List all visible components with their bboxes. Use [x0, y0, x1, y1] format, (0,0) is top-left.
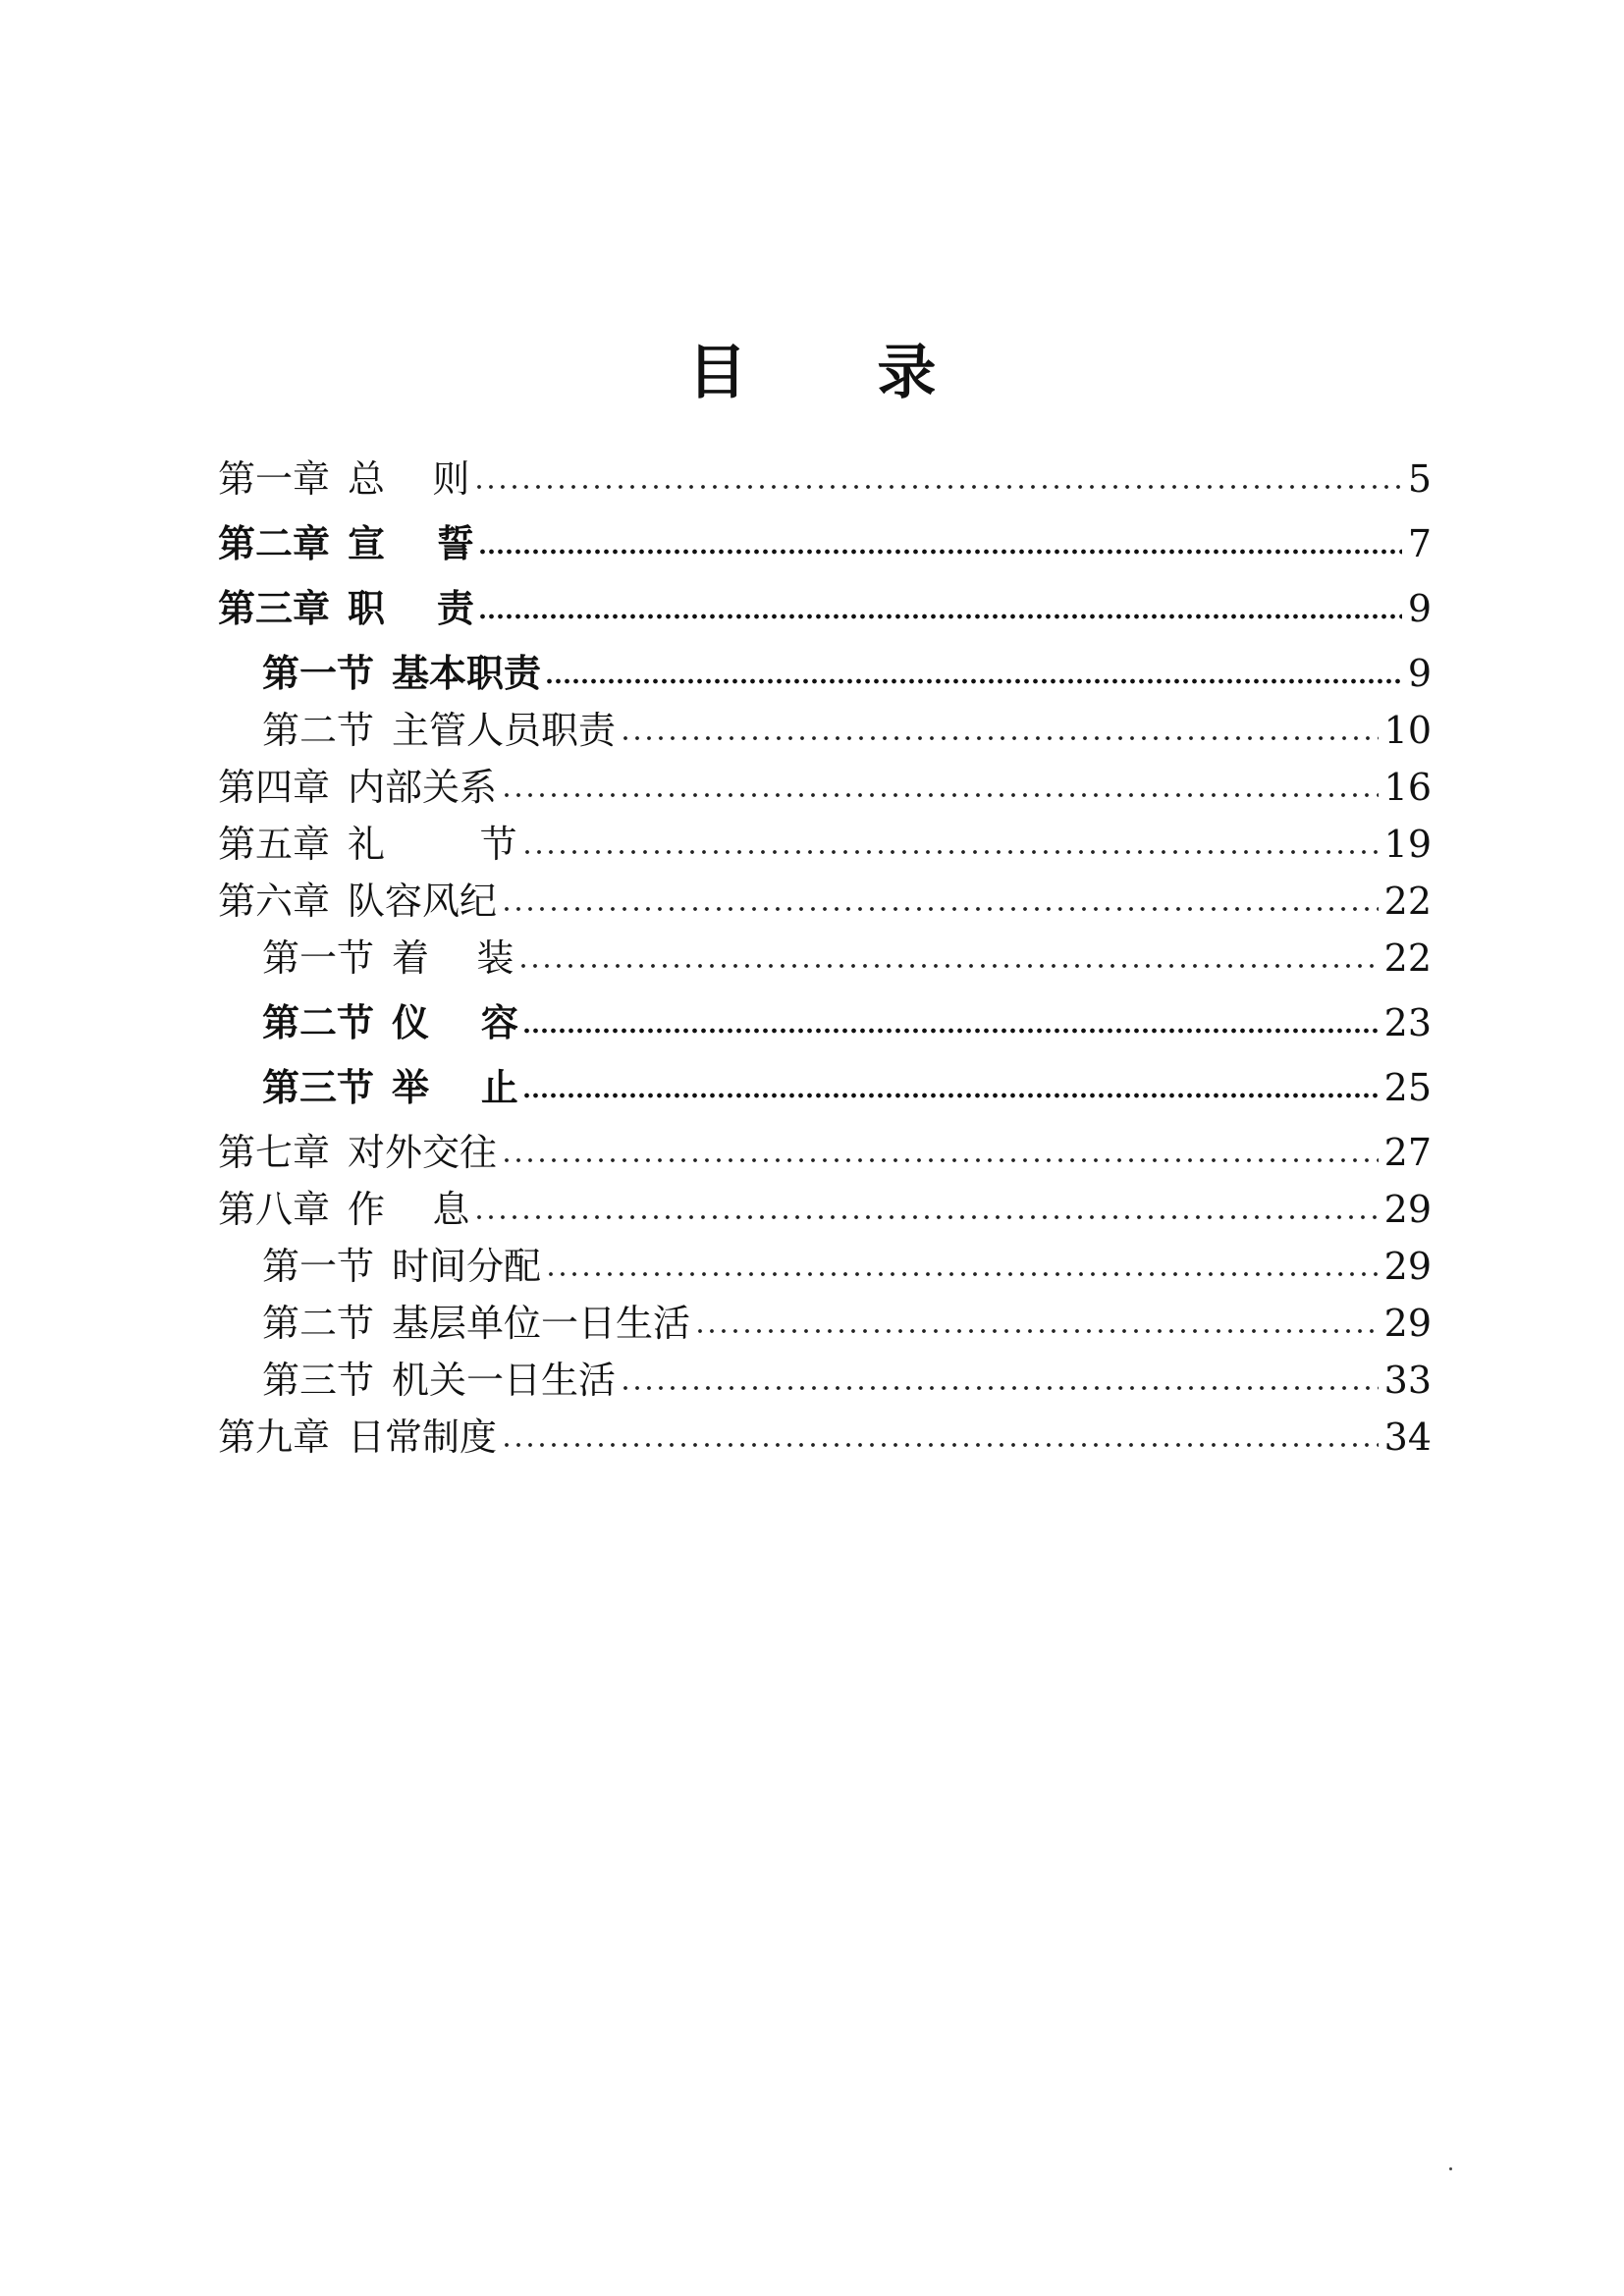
toc-page-number: 22 — [1383, 880, 1432, 923]
toc-dot-leader — [517, 962, 1378, 970]
toc-section-entry[interactable] — [262, 648, 1432, 699]
toc-page-number: 33 — [1383, 1359, 1432, 1402]
toc-entry-number: 第二节 — [262, 709, 375, 752]
toc-entry-title: 对外交往 — [348, 1131, 498, 1174]
toc-chapter-entry[interactable] — [218, 1184, 1432, 1235]
toc-entry-title: 内部关系 — [348, 766, 498, 809]
toc-entry-title: 礼 节 — [348, 823, 517, 866]
toc-entry-number: 第三章 — [218, 587, 331, 630]
toc-page-number: 29 — [1383, 1188, 1432, 1231]
toc-dot-leader — [545, 1270, 1379, 1278]
toc-entry-title: 宣 誓 — [348, 522, 474, 565]
toc-entry-number: 第一节 — [262, 1245, 375, 1288]
toc-chapter-entry[interactable] — [218, 1412, 1432, 1463]
toc-page-number: 25 — [1383, 1066, 1432, 1109]
toc-entry-title: 着 装 — [392, 936, 514, 980]
toc-entry-title: 举 止 — [392, 1066, 518, 1109]
toc-entry-number: 第一节 — [262, 652, 375, 695]
toc-entry-title: 职 责 — [348, 587, 474, 630]
toc-dot-leader — [473, 483, 1401, 491]
toc-page-number: 5 — [1407, 457, 1432, 501]
toc-chapter-entry[interactable] — [218, 583, 1432, 634]
toc-section-entry[interactable] — [262, 933, 1432, 984]
toc-entry-number: 第二节 — [262, 1302, 375, 1345]
toc-page-number: 16 — [1383, 766, 1432, 809]
toc-page-number: 10 — [1383, 709, 1432, 752]
toc-entry-title: 主管人员职责 — [392, 709, 617, 752]
toc-page-number: 7 — [1407, 522, 1432, 565]
toc-chapter-entry[interactable] — [218, 819, 1432, 870]
toc-section-entry[interactable] — [262, 997, 1432, 1048]
toc-entry-number: 第八章 — [218, 1188, 331, 1231]
toc-section-entry[interactable] — [262, 705, 1432, 756]
toc-section-entry[interactable] — [262, 1241, 1432, 1292]
toc-page-number: 9 — [1407, 587, 1432, 630]
toc-chapter-entry[interactable] — [218, 876, 1432, 927]
toc-dot-leader — [620, 734, 1379, 742]
toc-dot-leader — [522, 1027, 1379, 1035]
toc-entry-number: 第二节 — [262, 1001, 375, 1044]
toc-dot-leader — [501, 905, 1379, 913]
toc-page-number: 27 — [1383, 1131, 1432, 1174]
toc-entry-number: 第九章 — [218, 1415, 331, 1459]
toc-dot-leader — [522, 1092, 1379, 1099]
toc-chapter-entry[interactable] — [218, 518, 1432, 569]
toc-dot-leader — [521, 848, 1379, 856]
toc-chapter-entry[interactable] — [218, 762, 1432, 813]
toc-dot-leader — [545, 677, 1402, 685]
toc-entry-title: 仪 容 — [392, 1001, 518, 1044]
toc-dot-leader — [478, 613, 1402, 620]
toc-entry-title: 时间分配 — [392, 1245, 542, 1288]
toc-dot-leader — [473, 1213, 1378, 1221]
toc-entry-number: 第二章 — [218, 522, 331, 565]
scan-speck — [1449, 2167, 1452, 2170]
toc-entry-title: 基本职责 — [392, 652, 542, 695]
toc-entry-number: 第六章 — [218, 880, 331, 923]
toc-page-number: 34 — [1383, 1415, 1432, 1459]
toc-dot-leader — [478, 548, 1402, 556]
toc-section-entry[interactable] — [262, 1355, 1432, 1406]
toc-dot-leader — [694, 1327, 1379, 1335]
toc-dot-leader — [501, 791, 1379, 799]
toc-entry-number: 第一节 — [262, 936, 375, 980]
toc-page-number: 29 — [1383, 1302, 1432, 1345]
toc-page-number: 19 — [1383, 823, 1432, 866]
toc-page-number: 22 — [1383, 936, 1432, 980]
toc-chapter-entry[interactable] — [218, 1127, 1432, 1178]
toc-entry-title: 队容风纪 — [348, 880, 498, 923]
toc-page-number: 23 — [1383, 1001, 1432, 1044]
toc-chapter-entry[interactable] — [218, 454, 1432, 505]
toc-entry-number: 第三节 — [262, 1359, 375, 1402]
toc-entry-title: 基层单位一日生活 — [392, 1302, 691, 1345]
page-title: 目 录 — [687, 339, 992, 407]
toc-section-entry[interactable] — [262, 1298, 1432, 1349]
table-of-contents — [218, 0, 1432, 2296]
toc-page-number: 9 — [1407, 652, 1432, 695]
toc-entry-number: 第七章 — [218, 1131, 331, 1174]
toc-dot-leader — [501, 1156, 1379, 1164]
toc-entry-number: 第三节 — [262, 1066, 375, 1109]
toc-entry-number: 第一章 — [218, 457, 331, 501]
toc-entry-number: 第四章 — [218, 766, 331, 809]
toc-dot-leader — [620, 1384, 1379, 1392]
toc-entry-title: 作 息 — [348, 1188, 470, 1231]
toc-page-number: 29 — [1383, 1245, 1432, 1288]
toc-entry-number: 第五章 — [218, 823, 331, 866]
toc-section-entry[interactable] — [262, 1062, 1432, 1113]
toc-entry-title: 日常制度 — [348, 1415, 498, 1459]
toc-entry-title: 机关一日生活 — [392, 1359, 617, 1402]
toc-entry-title: 总 则 — [348, 457, 470, 501]
toc-dot-leader — [501, 1441, 1379, 1449]
